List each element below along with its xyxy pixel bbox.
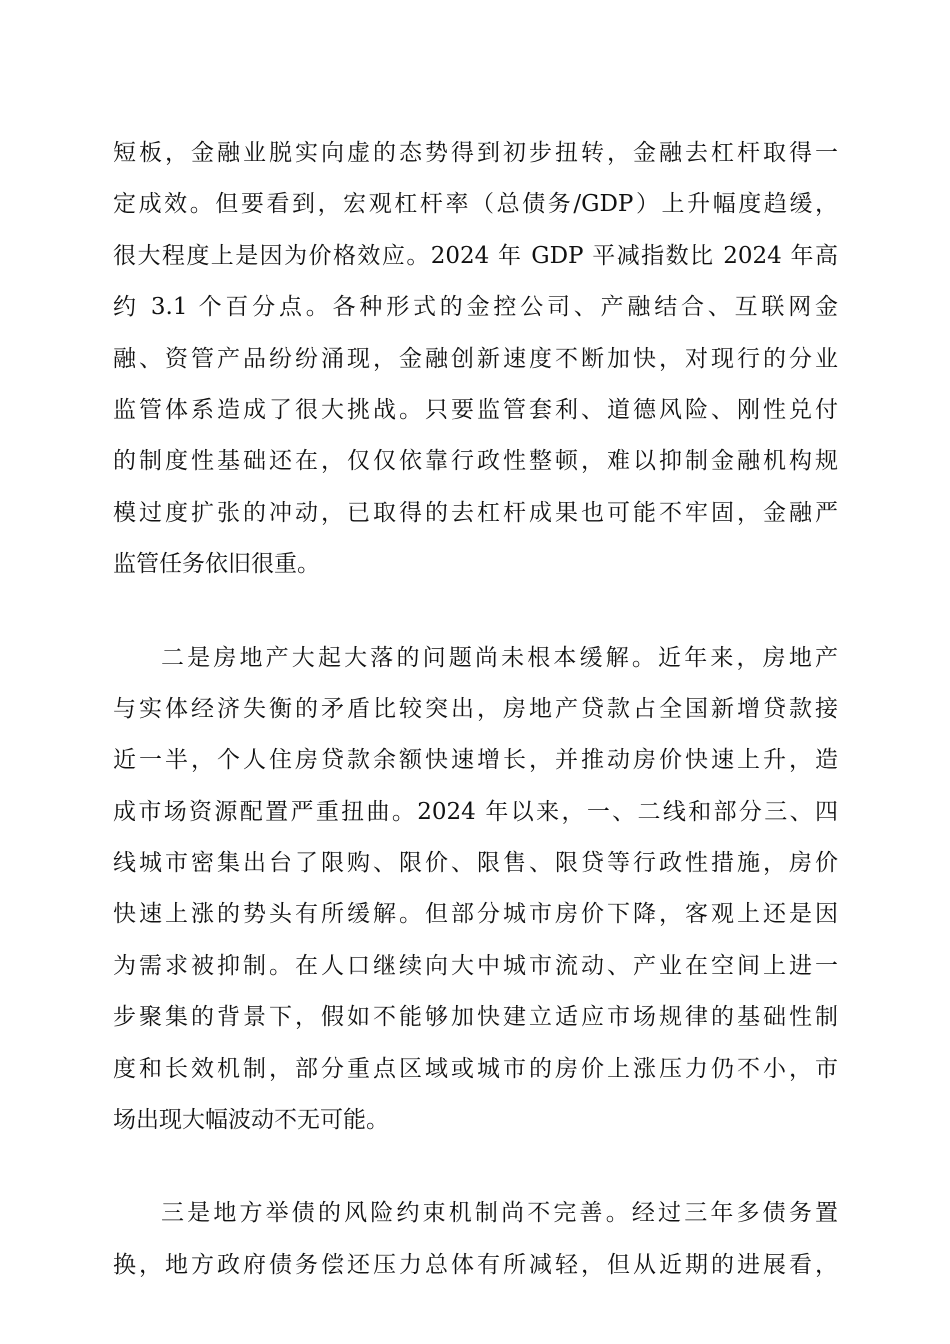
document-body	[113, 128, 838, 1291]
text-line: 快速上涨的势头有所缓解。但部分城市房价下降，客观上还是因	[113, 901, 838, 928]
text-line: 的制度性基础还在，仅仅依靠行政性整顿，难以抑制金融机构规	[113, 448, 838, 475]
paragraph-spacing	[113, 1146, 838, 1188]
text-line: 短板，金融业脱实向虚的态势得到初步扭转，金融去杠杆取得一	[113, 140, 838, 166]
text-line: 二是房地产大起大落的问题尚未根本缓解。近年来，房地产	[161, 644, 838, 671]
paragraph-spacing	[113, 591, 838, 633]
text-line: 线城市密集出台了限购、限价、限售、限贷等行政性措施，房价	[113, 850, 838, 877]
text-line: 成市场资源配置严重扭曲。2024 年以来，一、二线和部分三、四	[113, 798, 838, 825]
text-line: 为需求被抑制。在人口继续向大中城市流动、产业在空间上进一	[113, 952, 838, 979]
text-line: 模过度扩张的冲动，已取得的去杠杆成果也可能不牢固，金融严	[113, 499, 838, 526]
text-line: 三是地方举债的风险约束机制尚不完善。经过三年多债务置	[161, 1200, 838, 1227]
text-line: 换，地方政府债务偿还压力总体有所减轻，但从近期的进展看，	[113, 1251, 838, 1278]
text-line: 定成效。但要看到，宏观杠杆率（总债务/GDP）上升幅度趋缓，	[113, 191, 838, 218]
text-line: 步聚集的背景下，假如不能够加快建立适应市场规律的基础性制	[113, 1004, 838, 1031]
text-line: 监管体系造成了很大挑战。只要监管套利、道德风险、刚性兑付	[113, 396, 838, 423]
text-line: 约 3.1 个百分点。各种形式的金控公司、产融结合、互联网金	[113, 294, 838, 321]
text-line: 度和长效机制，部分重点区域或城市的房价上涨压力仍不小，市	[113, 1055, 838, 1082]
paragraph-2	[113, 633, 838, 1147]
paragraph-1	[113, 128, 838, 591]
text-line: 近一半，个人住房贷款余额快速增长，并推动房价快速上升，造	[113, 747, 838, 774]
text-line: 与实体经济失衡的矛盾比较突出，房地产贷款占全国新增贷款接	[113, 695, 838, 722]
text-line: 监管任务依旧很重。	[113, 551, 320, 578]
text-line: 很大程度上是因为价格效应。2024 年 GDP 平减指数比 2024 年高	[113, 242, 838, 269]
text-line: 融、资管产品纷纷涌现，金融创新速度不断加快，对现行的分业	[113, 345, 838, 372]
text-line: 场出现大幅波动不无可能。	[113, 1107, 389, 1134]
paragraph-3	[113, 1188, 838, 1291]
